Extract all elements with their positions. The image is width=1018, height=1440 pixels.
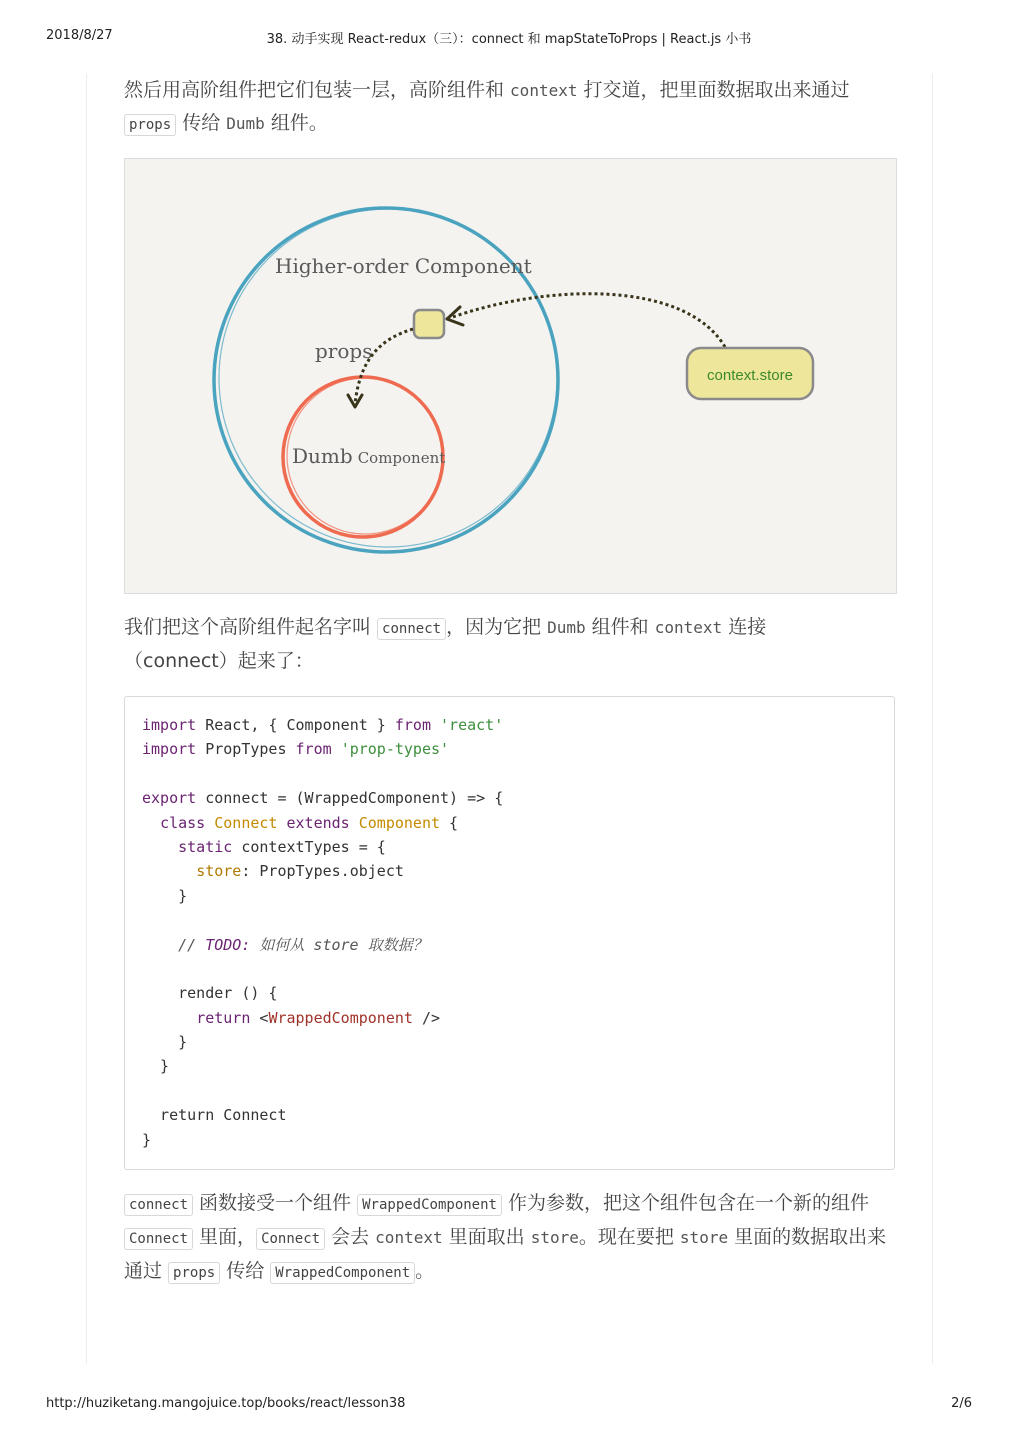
code-text: PropTypes	[196, 740, 296, 759]
code-line-blank	[142, 1079, 894, 1103]
code-keyword: import	[142, 716, 197, 734]
code-property: store	[196, 862, 242, 881]
text: 传给	[220, 1260, 271, 1282]
code-indent	[142, 862, 196, 880]
inline-code-connect-class: Connect	[256, 1228, 325, 1250]
text: 组件和	[585, 616, 655, 638]
code-comment-text: 如何从 store 取数据？	[250, 935, 428, 954]
inner-label	[292, 444, 445, 468]
inline-code-wrappedcomponent: WrappedComponent	[270, 1262, 415, 1284]
text: 里面，	[193, 1226, 257, 1248]
code-line-6	[142, 835, 894, 859]
code-text	[431, 716, 440, 734]
code-text: <	[250, 1008, 269, 1027]
code-class-name: Component	[358, 813, 441, 832]
inline-code-props: props	[124, 114, 176, 136]
arrow-store-to-props	[450, 294, 725, 347]
code-string: 'prop-types'	[340, 740, 450, 759]
text: 。现在要把	[578, 1226, 680, 1248]
hoc-diagram	[125, 159, 898, 595]
code-text: React, { Component }	[196, 716, 395, 734]
code-line-4	[142, 786, 894, 810]
code-line-blank	[142, 762, 894, 786]
outer-label: Higher-order Component	[275, 254, 532, 278]
code-text: {	[440, 813, 459, 832]
text: 传给	[176, 112, 227, 134]
code-comment	[178, 936, 428, 954]
code-line-1	[142, 713, 894, 737]
code-jsx-tag: WrappedComponent	[268, 1008, 413, 1027]
code-line-2	[142, 737, 894, 761]
code-string: 'react'	[440, 716, 504, 734]
inline-mono-context: context	[375, 1228, 443, 1247]
text: 组件。	[264, 112, 328, 134]
code-block-connect	[124, 696, 895, 1170]
code-indent	[142, 814, 160, 832]
code-text: connect = (WrappedComponent) => {	[196, 789, 504, 808]
props-label: props	[315, 339, 373, 363]
code-indent	[142, 1009, 196, 1027]
code-text: : PropTypes.object	[241, 862, 404, 881]
text: 作为参数，把这个组件包含在一个新的组件	[501, 1192, 870, 1214]
code-text	[332, 740, 341, 758]
inline-mono-store: store	[530, 1228, 579, 1247]
code-todo: TODO:	[205, 935, 251, 954]
inline-code-props: props	[168, 1262, 220, 1284]
text: 会去	[325, 1226, 376, 1248]
inline-code-wrappedcomponent: WrappedComponent	[357, 1194, 502, 1216]
inner-label-small: Component	[357, 449, 446, 467]
code-text: />	[412, 1008, 441, 1027]
code-line-7	[142, 859, 894, 883]
text: 里面的数据取出来通过	[124, 1226, 887, 1282]
code-indent	[142, 936, 178, 954]
code-line-12: render () {	[142, 984, 278, 1003]
print-page-title: 38. 动手实现 React-redux（三）：connect 和 mapStateToProps | React.js 小书	[266, 32, 752, 47]
code-keyword: from	[394, 716, 431, 734]
code-line-13	[142, 1006, 894, 1030]
code-keyword: export	[142, 789, 197, 808]
text: 里面取出	[442, 1226, 531, 1248]
code-line-8: }	[142, 886, 188, 905]
props-box	[414, 310, 444, 338]
code-line-blank	[142, 957, 894, 981]
text: 然后用高阶组件把它们包装一层，高阶组件和	[124, 79, 511, 101]
code-keyword: from	[295, 740, 332, 759]
code-keyword: return	[196, 1008, 251, 1027]
paragraph-hoc-intro	[124, 74, 904, 141]
inline-mono-context: context	[654, 618, 723, 637]
code-keyword: extends	[286, 813, 350, 832]
inline-mono-store: store	[679, 1228, 729, 1247]
inline-mono-context: context	[510, 81, 578, 100]
print-url: http://huziketang.mangojuice.top/books/react/lesson38	[46, 1396, 406, 1411]
code-line-18: }	[142, 1130, 152, 1149]
print-date: 2018/8/27	[46, 28, 113, 43]
text: 打交道，把里面数据取出来通过	[577, 79, 850, 101]
inner-label-big: Dumb	[292, 444, 353, 468]
text: ，因为它把	[446, 616, 548, 638]
hoc-diagram-figure	[124, 158, 897, 594]
text: （connect）起来了：	[124, 650, 314, 672]
code-line-14: }	[142, 1033, 188, 1052]
code-line-17: return Connect	[142, 1106, 287, 1125]
inline-mono-dumb: Dumb	[547, 618, 586, 637]
text: 我们把这个高阶组件起名字叫	[124, 616, 378, 638]
code-keyword: import	[142, 740, 197, 759]
code-line-blank	[142, 908, 894, 932]
inline-code-connect-class: Connect	[124, 1228, 193, 1250]
paragraph-connect-name	[124, 611, 904, 677]
code-text	[205, 814, 214, 832]
code-line-15: }	[142, 1057, 170, 1076]
print-header	[0, 28, 1018, 46]
text: 函数接受一个组件	[193, 1192, 358, 1214]
inline-mono-dumb: Dumb	[226, 114, 265, 133]
code-class-name: Connect	[214, 813, 278, 832]
code-indent	[142, 838, 178, 856]
paragraph-connect-explain	[124, 1187, 904, 1289]
text: 。	[415, 1260, 435, 1282]
inline-code-connect: connect	[124, 1194, 193, 1216]
content-left-border	[86, 74, 87, 1364]
content-right-border	[932, 74, 933, 1364]
code-line-5	[142, 811, 894, 835]
print-page-number: 2/6	[951, 1396, 972, 1411]
print-footer	[0, 1396, 1018, 1414]
text: 连接	[722, 616, 767, 638]
code-text: contextTypes = {	[232, 837, 386, 856]
code-line-10	[142, 933, 894, 957]
code-comment-marker: //	[178, 935, 206, 954]
code-text	[277, 814, 286, 832]
code-text	[350, 814, 359, 832]
inline-code-connect: connect	[377, 618, 446, 640]
code-keyword: static	[178, 837, 233, 856]
context-store-label: context.store	[707, 367, 793, 384]
code-keyword: class	[160, 813, 206, 832]
